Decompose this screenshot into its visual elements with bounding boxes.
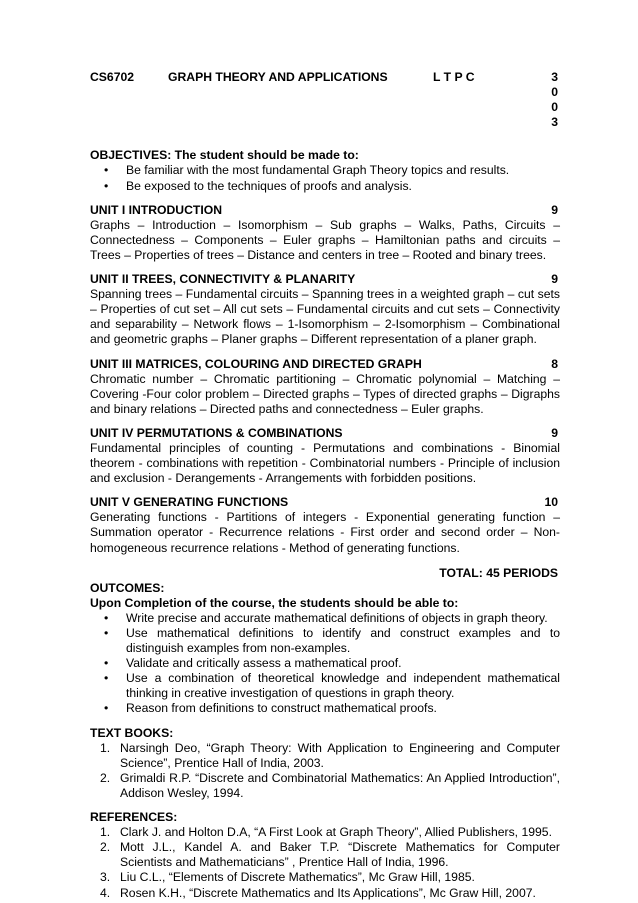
unit-body: Spanning trees – Fundamental circuits – Spanning trees in a weighted graph – cut sets – Properties of cut set – All cut sets – Fundamental circuits and cut sets – Connectivity and separability – Network flows – 1-Isomorphism – 2-Isomorphism – Combinational and geometric graphs – Planer graphs – Different representation of a planer graph. xyxy=(90,287,560,347)
course-header xyxy=(90,70,560,130)
unit-hours: 9 xyxy=(551,425,558,440)
textbooks-section xyxy=(90,726,560,801)
course-code: CS6702 xyxy=(90,70,135,84)
list-item: • Validate and critically assess a mathematical proof. xyxy=(104,656,402,671)
unit-heading xyxy=(90,426,560,441)
unit-title: UNIT III MATRICES, COLOURING AND DIRECTED GRAPH xyxy=(90,356,422,371)
list-item: 1. Clark J. and Holton D.A, “A First Look at Graph Theory”, Allied Publishers, 1995. xyxy=(100,825,552,840)
bullet-icon: • xyxy=(104,163,109,178)
list-item: 1. Narsingh Deo, “Graph Theory: With Application to Engineering and Computer Science”, Prentice Hall of India, 2003. xyxy=(100,740,560,770)
unit-heading xyxy=(90,357,560,372)
unit-title: UNIT V GENERATING FUNCTIONS xyxy=(90,495,289,510)
unit-hours: 9 xyxy=(551,202,558,217)
objectives-list xyxy=(90,163,560,193)
outcomes-subheading: Upon Completion of the course, the students should be able to: xyxy=(90,595,459,610)
unit-title: UNIT IV PERMUTATIONS & COMBINATIONS xyxy=(90,425,343,440)
outcomes-section xyxy=(90,581,560,717)
outcomes-list xyxy=(90,611,560,717)
unit-body: Fundamental principles of counting - Permutations and combinations - Binomial theorem - combinations with repetition - Combinatorial numbers - Principle of inclusion and exclusion - Derangements - Arrangements with forbidden positions. xyxy=(90,440,560,486)
unit-section xyxy=(90,426,560,486)
unit-section xyxy=(90,272,560,347)
unit-hours: 10 xyxy=(544,495,558,510)
unit-hours: 8 xyxy=(551,356,558,371)
outcomes-heading: OUTCOMES: xyxy=(90,580,165,595)
list-item: • Be exposed to the techniques of proofs and analysis. xyxy=(104,178,412,193)
credits-value: 3 0 0 3 xyxy=(551,70,560,130)
course-title: GRAPH THEORY AND APPLICATIONS xyxy=(168,70,388,84)
unit-title: UNIT II TREES, CONNECTIVITY & PLANARITY xyxy=(90,272,356,287)
textbooks-list xyxy=(90,741,560,801)
bullet-icon: • xyxy=(104,626,109,640)
list-item: 4. Rosen K.H., “Discrete Mathematics and Its Applications”, Mc Graw Hill, 2007. xyxy=(100,885,536,900)
list-item: 2. Mott J.L., Kandel A. and Baker T.P. “Discrete Mathematics for Computer Scientists and Mathematicians” , Prentice Hall of India, 1996. xyxy=(100,840,560,870)
unit-heading xyxy=(90,272,560,287)
bullet-icon: • xyxy=(104,671,109,686)
list-item: • Use a combination of theoretical knowledge and independent mathematical thinking in creative investigation of questions in graph theory. xyxy=(104,671,560,701)
unit-section xyxy=(90,357,560,417)
unit-body: Generating functions - Partitions of integers - Exponential generating function – Summation operator - Recurrence relations - First order and second order – Non-homogeneous recurrence relations - Method of generating functions. xyxy=(90,510,560,555)
unit-body: Graphs – Introduction – Isomorphism – Sub graphs – Walks, Paths, Circuits – Connectedness – Components – Euler graphs – Hamiltonian paths and circuits – Trees – Properties of trees – Distance and centers in tree – Rooted and binary trees. xyxy=(90,217,560,262)
list-item: • Reason from definitions to construct mathematical proofs. xyxy=(104,701,437,716)
unit-title: UNIT I INTRODUCTION xyxy=(90,202,223,217)
unit-section xyxy=(90,495,560,555)
unit-hours: 9 xyxy=(551,272,558,287)
list-item: • Write precise and accurate mathematical definitions of objects in graph theory. xyxy=(104,610,548,625)
total-periods: TOTAL: 45 PERIODS xyxy=(439,565,558,580)
references-list xyxy=(90,825,560,900)
list-item: • Be familiar with the most fundamental Graph Theory topics and results. xyxy=(104,163,510,178)
unit-section xyxy=(90,203,560,263)
ltpc-label: L T P C xyxy=(433,70,475,84)
objectives-heading: OBJECTIVES: The student should be made to: xyxy=(90,148,359,163)
list-item: • Use mathematical definitions to identify and construct examples and to distinguish examples from non-examples. xyxy=(104,626,560,656)
unit-heading xyxy=(90,495,560,510)
unit-heading xyxy=(90,203,560,218)
objectives-section xyxy=(90,148,560,193)
bullet-icon: • xyxy=(104,701,109,716)
references-section xyxy=(90,810,560,901)
bullet-icon: • xyxy=(104,610,109,625)
references-heading: REFERENCES: xyxy=(90,810,178,825)
list-item: 3. Liu C.L., “Elements of Discrete Mathematics”, Mc Graw Hill, 1985. xyxy=(100,870,475,885)
bullet-icon: • xyxy=(104,178,109,193)
textbooks-heading: TEXT BOOKS: xyxy=(90,725,174,740)
bullet-icon: • xyxy=(104,656,109,671)
list-item: 2. Grimaldi R.P. “Discrete and Combinatorial Mathematics: An Applied Introduction”, Addison Wesley, 1994. xyxy=(100,770,560,800)
unit-body: Chromatic number – Chromatic partitioning – Chromatic polynomial – Matching – Covering -Four color problem – Directed graphs – Types of directed graphs – Digraphs and binary relations – Directed paths and connectedness – Euler graphs. xyxy=(90,371,560,416)
